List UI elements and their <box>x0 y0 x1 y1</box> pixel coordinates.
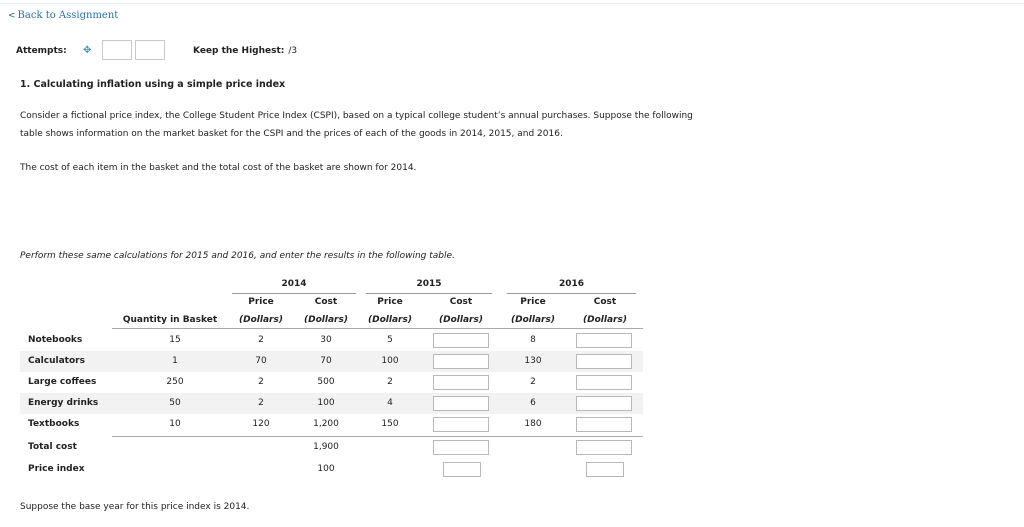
cost-2014-cell: 70 <box>320 356 332 366</box>
cost-2014-cell: 30 <box>320 335 332 345</box>
price-2016-cell: 180 <box>524 419 542 429</box>
cost-2016-input[interactable] <box>576 354 632 369</box>
intro-line-1: Consider a fictional price index, the College Student Price Index (CSPI), based on a typical college student’s annual purchases. Suppose the following <box>20 111 693 121</box>
cost-2016-input[interactable] <box>576 375 632 390</box>
unit-cost-2016: (Dollars) <box>583 315 627 325</box>
price-index-2015-input[interactable] <box>443 462 481 477</box>
attempts-label: Attempts: <box>16 46 67 56</box>
item-label: Large coffees <box>28 377 97 387</box>
instruction-text: Perform these same calculations for 2015 and 2016, and enter the results in the following table. <box>20 251 455 261</box>
keep-highest-label: Keep the Highest: <box>193 46 285 56</box>
total-cost-label: Total cost <box>28 442 77 452</box>
chevron-left-icon: < <box>8 11 16 21</box>
price-header-2016: Price <box>520 297 546 307</box>
price-2014-cell: 120 <box>252 419 270 429</box>
back-to-assignment-link[interactable] <box>8 10 118 21</box>
header-underline <box>112 328 643 329</box>
price-2014-cell: 2 <box>258 377 264 387</box>
question-title: 1. Calculating inflation using a simple price index <box>20 79 286 90</box>
cost-2015-input[interactable] <box>433 333 489 348</box>
cost-2014-cell: 1,200 <box>313 419 339 429</box>
item-label: Notebooks <box>28 335 83 345</box>
cost-2016-input[interactable] <box>576 417 632 432</box>
year-underline-2015 <box>366 293 492 294</box>
price-2015-cell: 100 <box>381 356 399 366</box>
price-2016-cell: 8 <box>530 335 536 345</box>
price-2014-cell: 2 <box>258 398 264 408</box>
cost-header-2014: Cost <box>314 297 338 307</box>
keep-highest <box>193 46 297 56</box>
cost-2015-input[interactable] <box>433 417 489 432</box>
cost-header-2015: Cost <box>449 297 473 307</box>
attempt-box-2 <box>135 40 165 60</box>
price-2014-cell: 70 <box>255 356 267 366</box>
cost-2014-cell: 500 <box>317 377 335 387</box>
unit-price-2015: (Dollars) <box>368 315 412 325</box>
qty-cell: 1 <box>172 356 178 366</box>
cost-header-2016: Cost <box>593 297 617 307</box>
cost-note: The cost of each item in the basket and the total cost of the basket are shown for 2014. <box>20 163 417 173</box>
year-underline-2014 <box>232 293 356 294</box>
cost-2015-input[interactable] <box>433 375 489 390</box>
table-row <box>20 330 643 351</box>
price-index-row <box>20 459 643 480</box>
qty-cell: 250 <box>166 377 184 387</box>
attempt-status-icon: ✥ <box>83 45 92 56</box>
price-2016-cell: 2 <box>530 377 536 387</box>
price-2015-cell: 4 <box>387 398 393 408</box>
base-year-note: Suppose the base year for this price index is 2014. <box>20 502 250 512</box>
year-header-2015: 2015 <box>416 279 442 289</box>
cost-2016-input[interactable] <box>576 333 632 348</box>
price-2015-cell: 2 <box>387 377 393 387</box>
total-cost-2015-input[interactable] <box>433 440 489 455</box>
price-index-label: Price index <box>28 464 85 474</box>
price-header-2014: Price <box>248 297 274 307</box>
keep-highest-value: /3 <box>288 46 298 56</box>
total-cost-2016-input[interactable] <box>576 440 632 455</box>
cost-2015-input[interactable] <box>433 396 489 411</box>
unit-cost-2015: (Dollars) <box>439 315 483 325</box>
year-header-2016: 2016 <box>558 279 585 289</box>
cost-2014-cell: 100 <box>317 398 335 408</box>
table-row <box>20 351 643 372</box>
intro-line-2: table shows information on the market basket for the CSPI and the prices of each of the goods in 2014, 2015, and 2016. <box>20 129 563 139</box>
table-row <box>20 393 643 414</box>
unit-price-2016: (Dollars) <box>511 315 555 325</box>
price-index-2014: 100 <box>317 464 335 474</box>
total-cost-2014: 1,900 <box>313 442 339 452</box>
attempt-box-1 <box>102 40 132 60</box>
quantity-header: Quantity in Basket <box>122 315 218 325</box>
qty-cell: 10 <box>169 419 181 429</box>
price-2015-cell: 5 <box>387 335 393 345</box>
year-header-2014: 2014 <box>281 279 307 289</box>
qty-cell: 15 <box>169 335 181 345</box>
back-label: Back to Assignment <box>17 10 119 21</box>
unit-price-2014: (Dollars) <box>239 315 283 325</box>
price-index-2016-input[interactable] <box>586 462 624 477</box>
year-underline-2016 <box>507 293 636 294</box>
item-label: Textbooks <box>28 419 80 429</box>
table-row <box>20 372 643 393</box>
price-2015-cell: 150 <box>381 419 399 429</box>
table-row <box>20 414 643 435</box>
item-label: Calculators <box>28 356 85 366</box>
cost-2016-input[interactable] <box>576 396 632 411</box>
price-2016-cell: 6 <box>530 398 536 408</box>
price-header-2015: Price <box>377 297 403 307</box>
price-2016-cell: 130 <box>524 356 542 366</box>
total-cost-row <box>20 437 643 458</box>
cost-2015-input[interactable] <box>433 354 489 369</box>
qty-cell: 50 <box>169 398 181 408</box>
top-border <box>0 3 1024 4</box>
item-label: Energy drinks <box>28 398 99 408</box>
unit-cost-2014: (Dollars) <box>304 315 348 325</box>
price-2014-cell: 2 <box>258 335 264 345</box>
